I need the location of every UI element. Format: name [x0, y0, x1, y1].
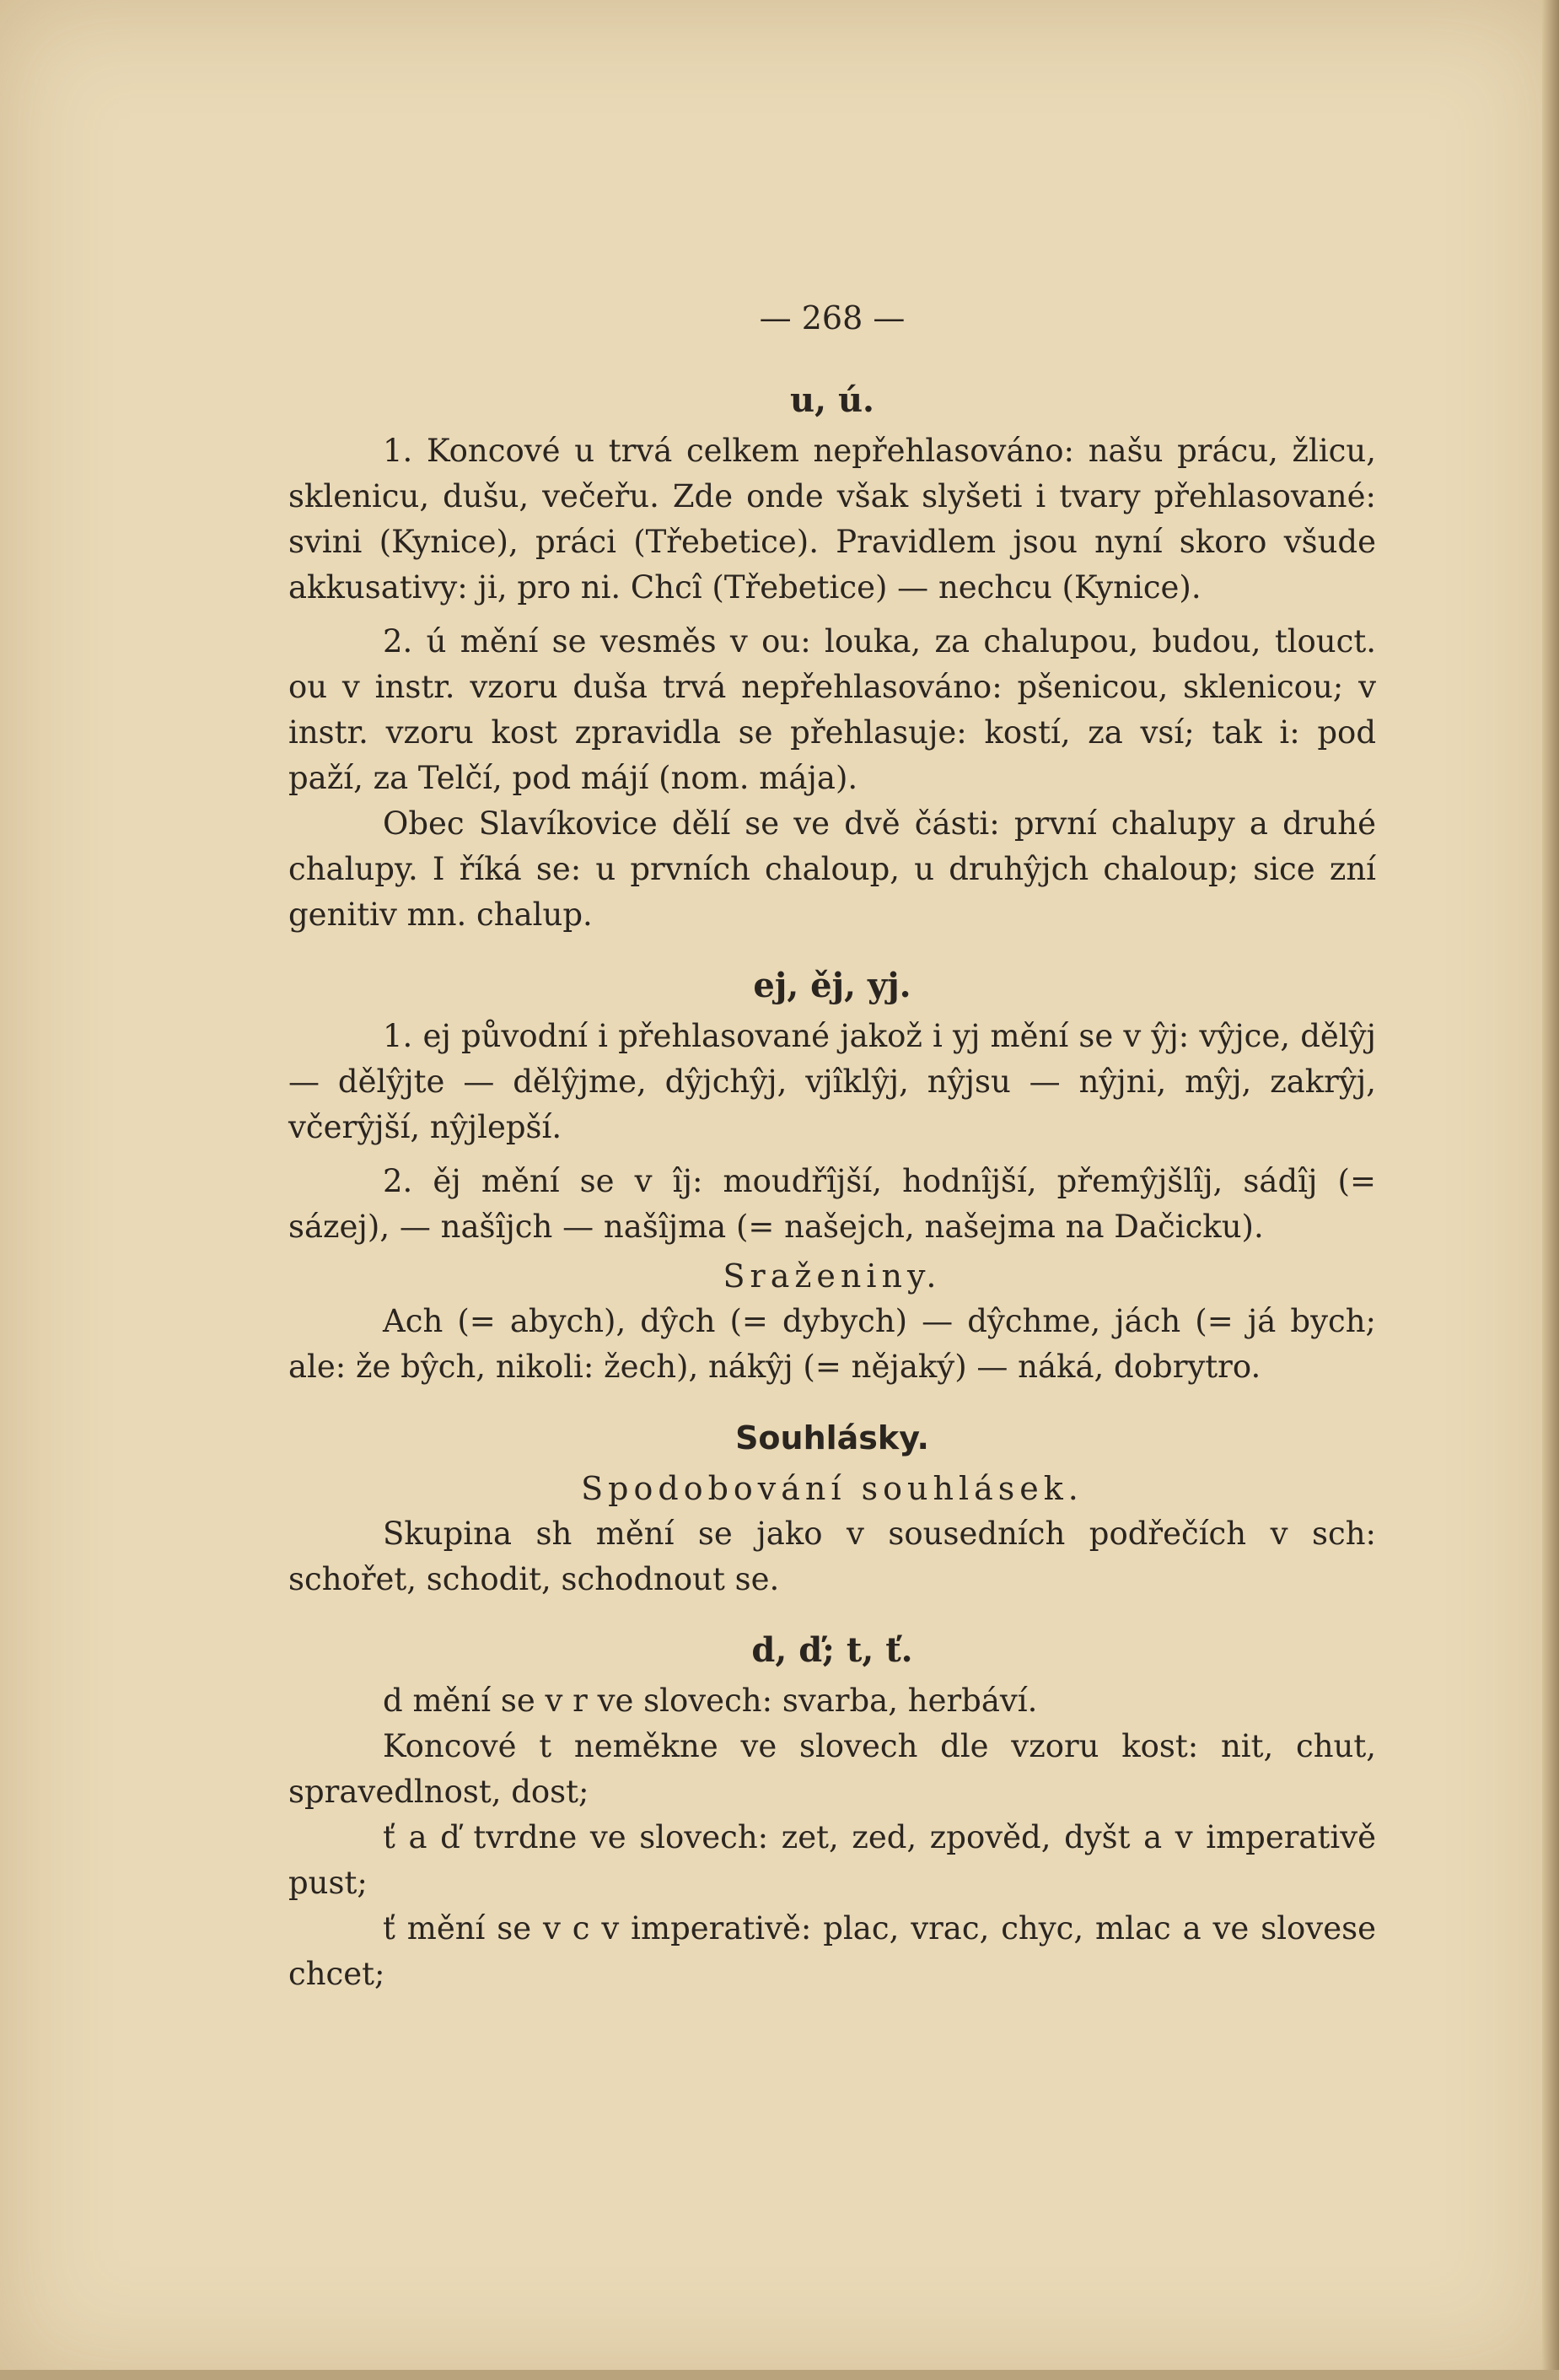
page-number: — 268 — [759, 299, 906, 337]
section-heading-u: u, ú. [790, 380, 874, 420]
paragraph: 2. ěj mění se v îj: moudřîjší, hodnîjší, přemŷjšlîj, sádîj (= sázej), — našîjch — našîjma (= našejch, našejma na Dačicku). [288, 1163, 1376, 1245]
paragraph: 1. ej původní i přehlasované jakož i yj mění se v ŷj: vŷjce, dělŷj — dělŷjte — dělŷjme, dŷjchŷj, vjîklŷj, nŷjsu — nŷjni, mŷj, zakrŷj, včerŷjší, nŷjlepší. [288, 1018, 1376, 1145]
paragraph: ť mění se v c v imperativě: plac, vrac, chyc, mlac a ve slovese chcet; [288, 1910, 1376, 1992]
paragraph: Koncové t neměkne ve slovech dle vzoru kost: nit, chut, spravedlnost, dost; [288, 1728, 1376, 1810]
paragraph: Skupina sh mění se jako v sousedních podřečích v sch: schořet, schodit, schodnout se. [288, 1516, 1376, 1597]
section-heading-souhlasky: Souhlásky. [735, 1419, 929, 1457]
paragraph: 2. ú mění se vesměs v ou: louka, za chalupou, budou, tlouct. ou v instr. vzoru duša trvá nepřehlasováno: pšenicou, sklenicou; v instr. vzoru kost zpravidla se přehlasuje: kostí, za vsí; tak i: pod paží, za Telčí, pod májí (nom. mája). [288, 623, 1376, 796]
page-bottom-edge [0, 2370, 1559, 2380]
page-edge-shadow [1542, 0, 1559, 2380]
paragraph: d mění se v r ve slovech: svarba, herbáví. [383, 1683, 1038, 1719]
page-content [288, 295, 1376, 1997]
section-heading-dt: d, ď; t, ť. [751, 1630, 913, 1670]
paragraph: ť a ď tvrdne ve slovech: zet, zed, zpověd, dyšt a v imperativě pust; [288, 1819, 1376, 1901]
paragraph: Ach (= abych), dŷch (= dybych) — dŷchme, jách (= já bych; ale: že bŷch, nikoli: žech), nákŷj (= nějaký) — náká, dobrytro. [288, 1303, 1376, 1385]
subheading-spodobovani: Spodobování souhlásek. [581, 1470, 1083, 1507]
subheading-srazeniny: Sraženiny. [723, 1257, 942, 1295]
paragraph: Obec Slavíkovice dělí se ve dvě části: první chalupy a druhé chalupy. I říká se: u prvních chaloup, u druhŷjch chaloup; sice zní genitiv mn. chalup. [288, 805, 1376, 933]
paragraph: 1. Koncové u trvá celkem nepřehlasováno: našu prácu, žlicu, sklenicu, dušu, večeřu. Zde onde však slyšeti i tvary přehlasované: svini (Kynice), práci (Třebetice). Pravidlem jsou nyní skoro všude akkusativy: ji, pro ni. Chcî (Třebetice) — nechcu (Kynice). [288, 433, 1376, 606]
section-heading-ej: ej, ěj, yj. [753, 966, 911, 1005]
